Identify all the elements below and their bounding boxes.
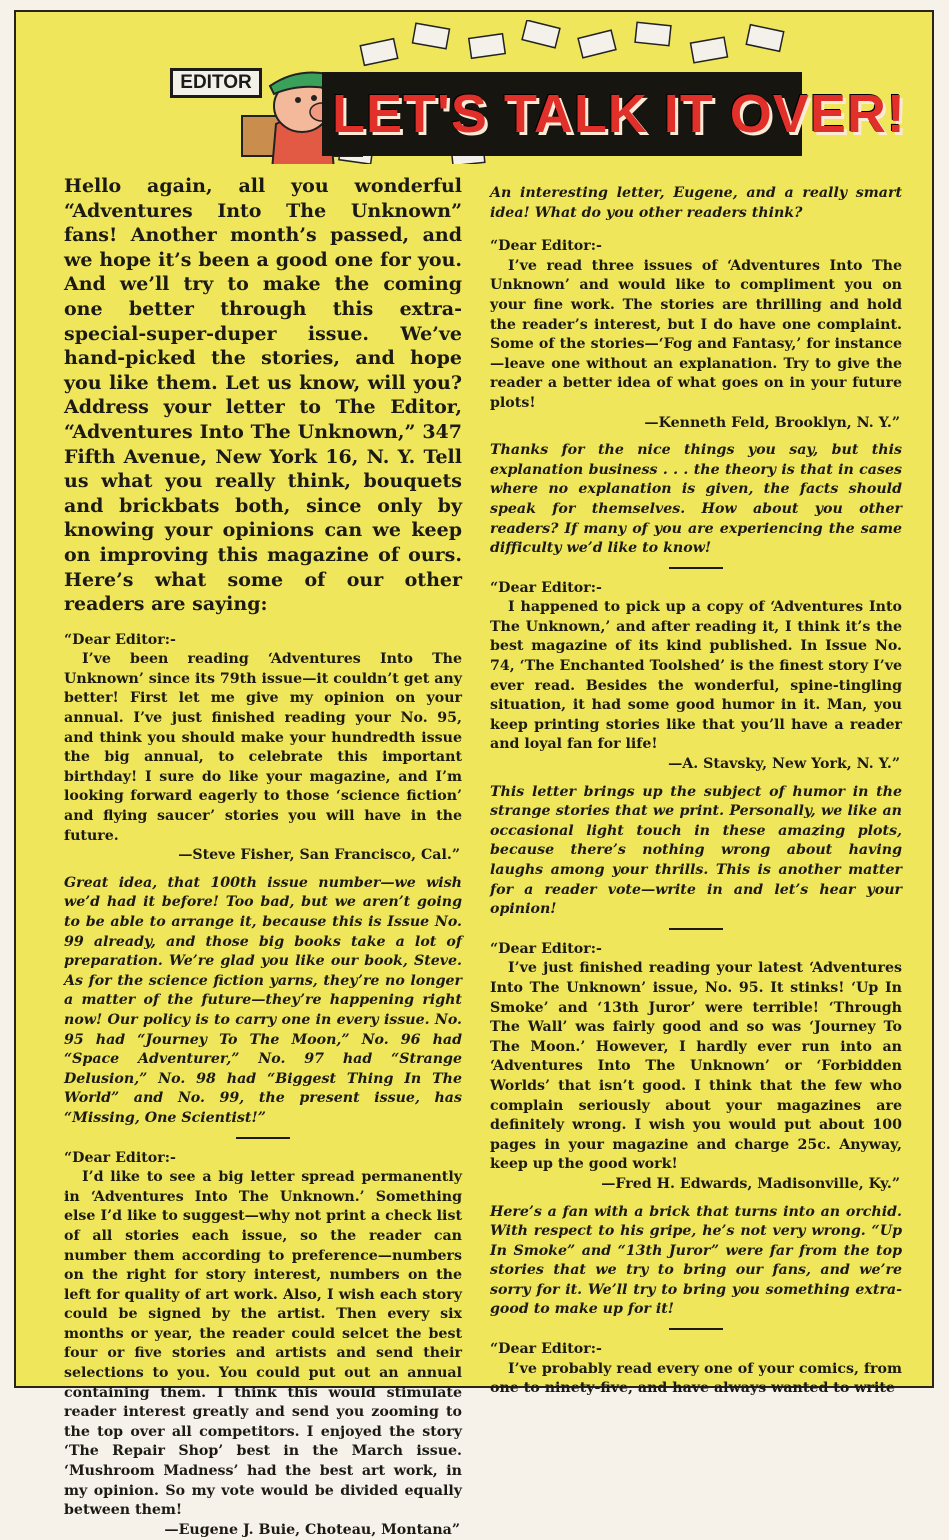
letter-body: I happened to pick up a copy of ‘Adventures Into The Unknown,’ and after reading it, I think it’s the best magazine of its kind published. In Issue No. 74, ‘The Enchanted Toolshed’ is the finest story I’ve ever read. Besides the wonderful, spine-tingling situation, it had some good humor in it. Man, you keep printing stories like that you’ll have a reader and loyal fan for life! [490,599,902,753]
letter-signature: —Steve Fisher, San Francisco, Cal.” [178,847,460,864]
divider [669,928,723,930]
letter-body: I’ve probably read every one of your comics, from one to ninety-five, and have always wanted to write [490,1360,902,1397]
editor-reply: Great idea, that 100th issue number—we wish we’d had it before! Too bad, but we aren’t going to be able to arrange it, because this is Issue No. 99 already, and those big books take a lot of preparation. We’re glad you like our book, Steve. As for the science fiction yarns, they’re no longer a matter of the future—they’re happening right now! Our policy is to carry one in every issue. No. 95 had “Journey To The Moon,” No. 96 had “Space Adventurer,” No. 97 had “Strange Delusion,” No. 98 had “Biggest Thing In The World” and No. 99, the present issue, has “Missing, One Scientist!” [64,874,462,1126]
letter [490,237,902,433]
editor-reply: An interesting letter, Eugene, and a really smart idea! What do you other readers think? [490,185,902,221]
letter-greeting: “Dear Editor:- [64,1149,176,1166]
divider [669,1328,723,1330]
letter [64,631,462,866]
page-title: LET'S TALK IT OVER! [332,84,906,144]
intro-paragraph: Hello again, all you wonderful “Adventures Into The Unknown” fans! Another month’s passed, and we hope it’s been a good one for you. And we’ll try to make the coming one better through this extra-special-super-duper issue. We’ve hand-picked the stories, and hope you like them. Let us know, will you? Address your letter to The Editor, “Adventures Into The Unknown,” 347 Fifth Avenue, New York 16, N. Y. Tell us what you really think, bouquets and brickbats both, since only by knowing your opinions can we keep on improving this magazine of ours. Here’s what some of our other readers are saying: [64,175,462,616]
letter-body: I’d like to see a big letter spread permanently in ‘Adventures Into The Unknown.’ Something else I’d like to suggest—why not print a check list of all stories each issue, so the reader can number them according to preference—numbers on the right for story interest, numbers on the left for quality of art work. Also, I wish each story could be signed by the artist. Then every six months or year, the reader could selcet the best four or five stories and artists and send their selections to you. You could put out an annual containing them. I think this would stimulate reader interest greatly and send you zooming to the top over all competitors. I enjoyed the story ‘The Repair Shop’ best in the March issue. ‘Mushroom Madness’ had the best art work, in my opinion. So my vote would be divided equally between them! [64,1169,462,1519]
left-column [64,174,462,1540]
letter [490,940,902,1195]
editor-reply: Here’s a fan with a brick that turns into an orchid. With respect to his gripe, he’s not very wrong. “Up In Smoke” and “13th Juror” were far from the top stories that we try to bring our fans, and we’re sorry for it. We’ll try to bring you something extra-good to make up for it! [490,1203,902,1318]
letter-signature: —Kenneth Feld, Brooklyn, N. Y.” [644,414,900,431]
divider [236,1137,290,1139]
letter-body: I’ve read three issues of ‘Adventures Into The Unknown’ and would like to compliment you on your fine work. The stories are thrilling and hold the reader’s interest, but I do have one complaint. Some of the stories—‘Fog and Fantasy,’ for instance—leave one without an explanation. Try to give the reader a better idea of what goes on in your future plots! [490,257,902,411]
letters-page [14,10,934,1538]
letter-greeting: “Dear Editor:- [490,1341,602,1358]
letter-body: I’ve been reading ‘Adventures Into The Unknown’ since its 79th issue—it couldn’t get any better! First let me give my opinion on your annual. I’ve just finished reading your No. 95, and think you should make your hundredth issue the big annual, to celebrate this important birthday! I sure do like your magazine, and I’m looking forward eagerly to those ‘science fiction’ and flying saucer’ stories you will have in the future. [64,651,462,844]
editor-reply: This letter brings up the subject of humor in the strange stories that we print. Personally, we like an occasional light touch in these amazing plots, because there’s nothing wrong about having laughs among your thrills. This is another matter for a reader vote—write in and let’s hear your opinion! [490,783,902,918]
letter-signature: —Fred H. Edwards, Madisonville, Ky.” [601,1175,900,1192]
letter-body: I’ve just finished reading your latest ‘Adventures Into The Unknown’ issue, No. 95. It stinks! ‘Up In Smoke’ and ‘13th Juror’ were terrible! ‘Through The Wall’ was fairly good and so was ‘Journey To The Moon.’ However, I hardly ever run into an ‘Adventures Into The Unknown’ or ‘Forbidden Worlds’ that isn’t good. I think that the few who complain seriously about your magazines are definitely wrong. I wish you would put about 100 pages in your magazine and charge 25c. Anyway, keep up the good work! [490,960,902,1173]
editor-reply: Thanks for the nice things you say, but this explanation business . . . the theory is that in cases where no explanation is given, the facts should speak for themselves. How about you other readers? If many of you are experiencing the same difficulty we’d like to know! [490,442,902,557]
letter [490,579,902,775]
letter-greeting: “Dear Editor:- [490,579,602,596]
letter-greeting: “Dear Editor:- [490,940,602,957]
letter [64,1149,462,1540]
letter-signature: —Eugene J. Buie, Choteau, Montana” [164,1521,460,1538]
header-banner [152,20,906,164]
letter-greeting: “Dear Editor:- [64,631,176,648]
letter-greeting: “Dear Editor:- [490,238,602,255]
right-column [490,184,902,1399]
letter [490,1340,902,1399]
editor-sign: EDITOR [170,68,262,98]
letter-signature: —A. Stavsky, New York, N. Y.” [668,756,900,773]
divider [669,567,723,569]
